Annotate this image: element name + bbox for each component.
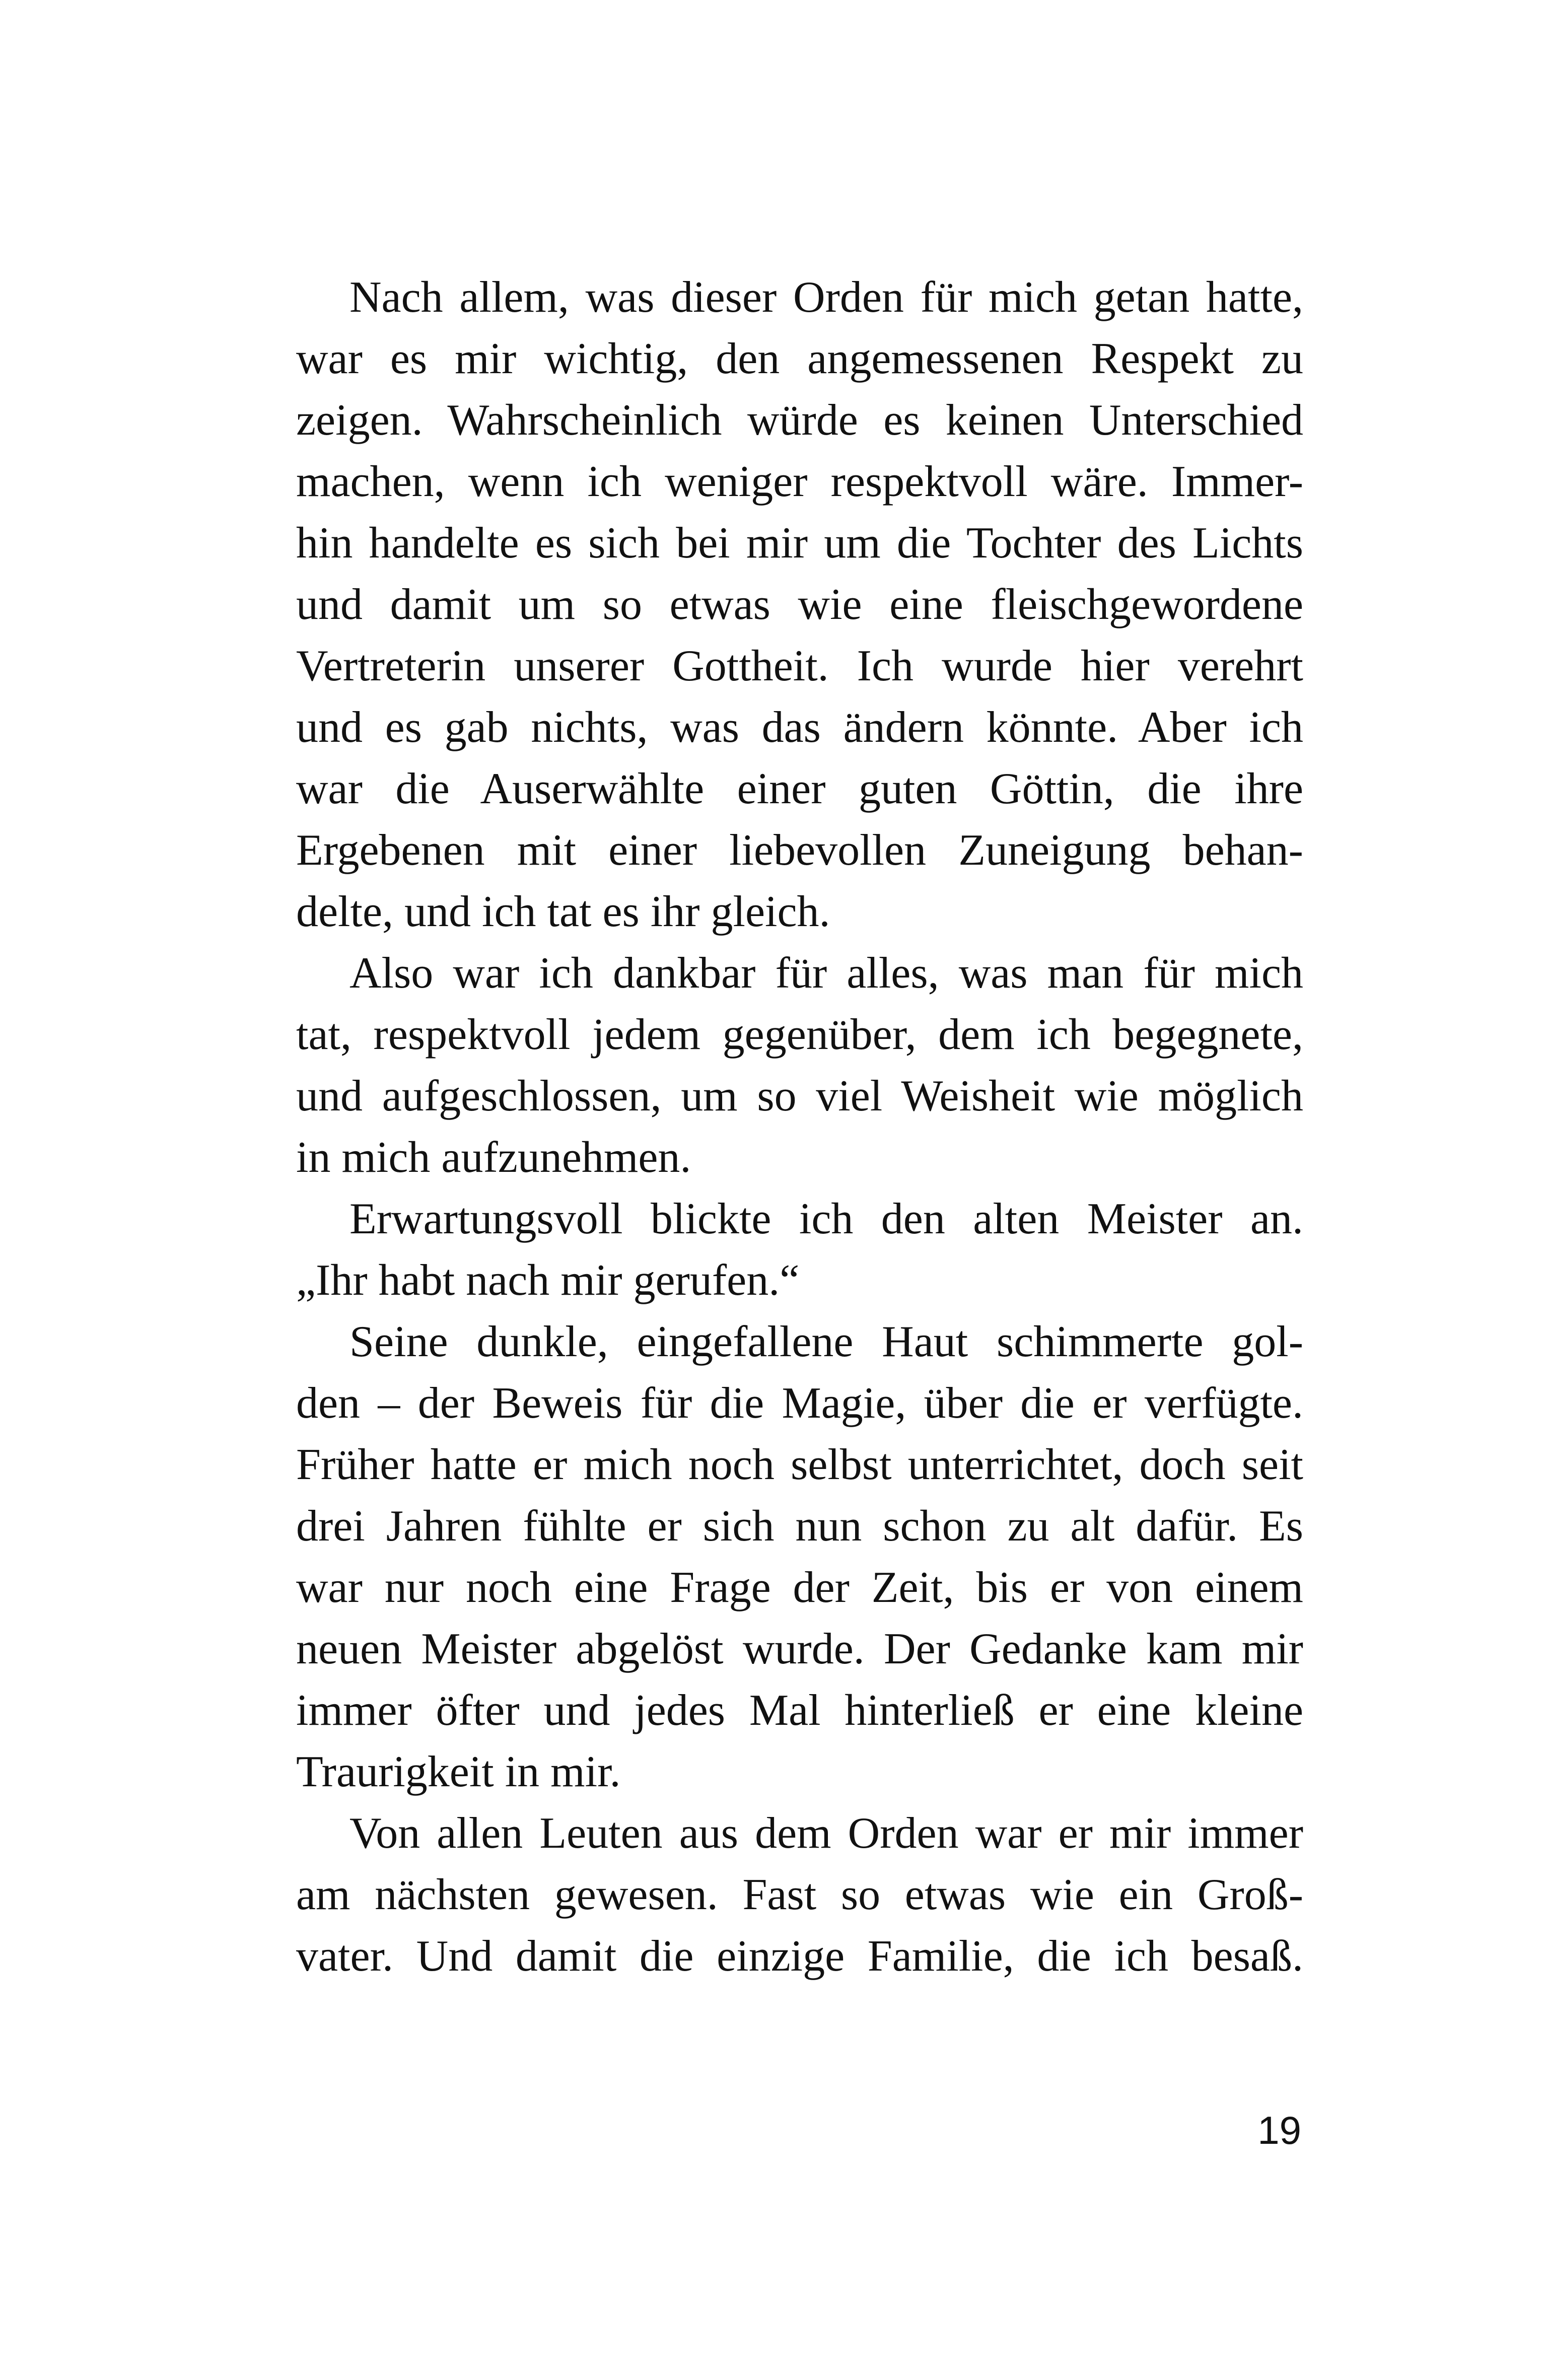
text-line: Seine dunkle, eingefallene Haut schimmerte gol- xyxy=(349,1317,1303,1366)
text-line: und aufgeschlossen, um so viel Weisheit wie möglich xyxy=(296,1072,1303,1121)
text-line: machen, wenn ich weniger respektvoll wäre. Immer- xyxy=(296,457,1303,506)
text-line: tat, respektvoll jedem gegenüber, dem ich begegnete, xyxy=(296,1010,1303,1059)
body-text xyxy=(296,267,1303,1987)
text-line: war es mir wichtig, den angemessenen Respekt zu xyxy=(296,334,1303,383)
text-line: und damit um so etwas wie eine fleischgewordene xyxy=(296,580,1303,629)
text-line: Also war ich dankbar für alles, was man für mich xyxy=(349,949,1303,998)
text-line: immer öfter und jedes Mal hinterließ er eine kleine xyxy=(296,1686,1303,1735)
text-line: delte, und ich tat es ihr gleich. xyxy=(296,887,830,936)
text-line: war nur noch eine Frage der Zeit, bis er von einem xyxy=(296,1563,1303,1612)
text-line: und es gab nichts, was das ändern könnte. Aber ich xyxy=(296,703,1303,752)
text-line: am nächsten gewesen. Fast so etwas wie ein Groß- xyxy=(296,1870,1303,1919)
text-line: Vertreterin unserer Gottheit. Ich wurde hier verehrt xyxy=(296,642,1303,690)
text-line: neuen Meister abgelöst wurde. Der Gedanke kam mir xyxy=(296,1625,1303,1673)
text-line: war die Auserwählte einer guten Göttin, die ihre xyxy=(296,764,1303,813)
text-line: „Ihr habt nach mir gerufen.“ xyxy=(296,1256,800,1305)
text-line: in mich aufzunehmen. xyxy=(296,1133,691,1182)
text-line: vater. Und damit die einzige Familie, die ich besaß. xyxy=(296,1932,1303,1981)
text-line: Nach allem, was dieser Orden für mich getan hatte, xyxy=(349,273,1303,322)
text-line: drei Jahren fühlte er sich nun schon zu alt dafür. Es xyxy=(296,1502,1303,1551)
text-line: Von allen Leuten aus dem Orden war er mir immer xyxy=(349,1809,1303,1858)
text-line: den – der Beweis für die Magie, über die er verfügte. xyxy=(296,1379,1303,1428)
text-line: zeigen. Wahrscheinlich würde es keinen Unterschied xyxy=(296,396,1303,445)
text-line: hin handelte es sich bei mir um die Tochter des Lichts xyxy=(296,519,1303,568)
text-line: Traurigkeit in mir. xyxy=(296,1747,621,1796)
page-number: 19 xyxy=(1257,2108,1301,2152)
text-line: Ergebenen mit einer liebevollen Zuneigung behan- xyxy=(296,826,1303,875)
text-line: Früher hatte er mich noch selbst unterrichtet, doch seit xyxy=(296,1440,1303,1489)
text-line: Erwartungsvoll blickte ich den alten Meister an. xyxy=(349,1195,1303,1243)
